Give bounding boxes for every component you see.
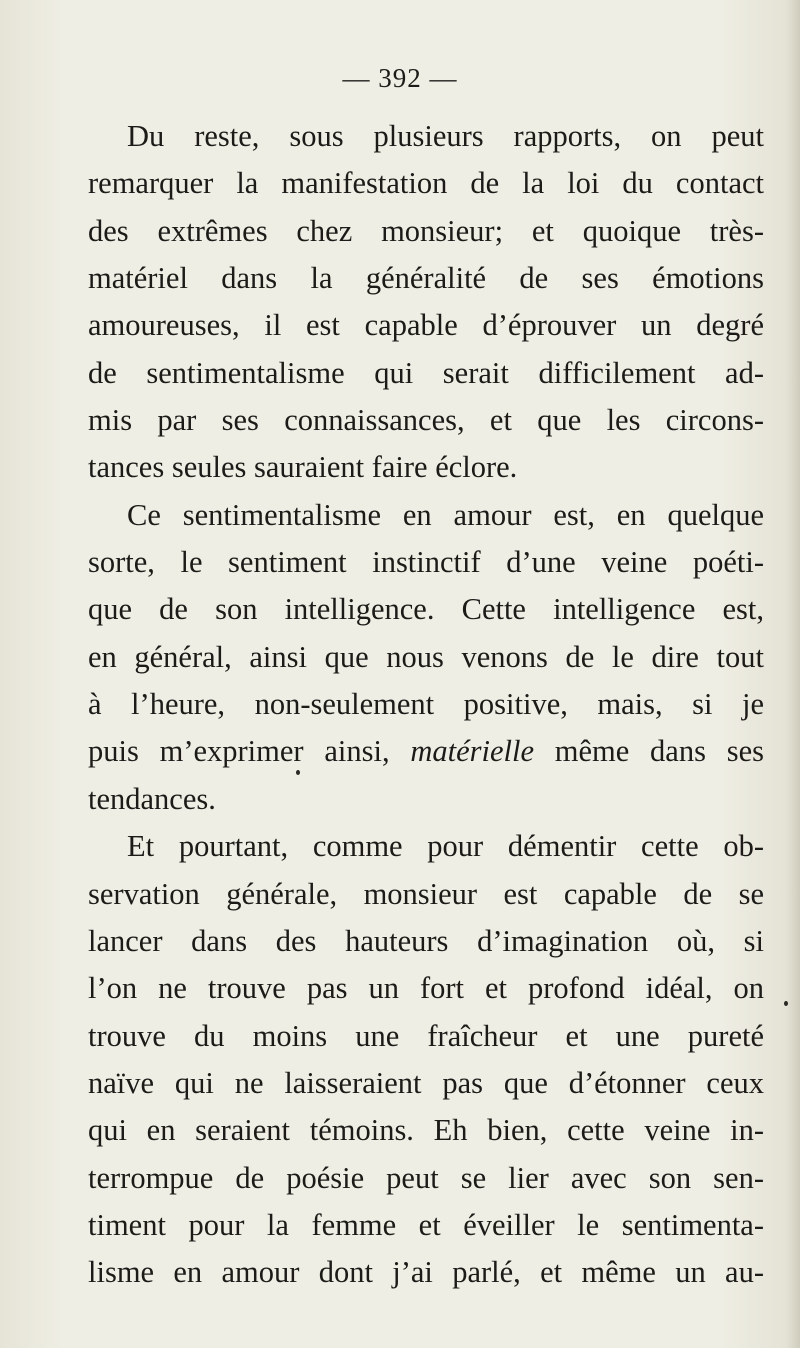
- text-line: Ce sentimentalisme en amour est, en quelque: [127, 497, 764, 532]
- text-line: lisme en amour dont j’ai parlé, et même un au-: [88, 1255, 764, 1290]
- text-line: mis par ses connaissances, et que les circons-: [88, 403, 764, 438]
- text-line: Du reste, sous plusieurs rapports, on peut: [127, 119, 764, 153]
- text-segment: même dans ses: [554, 734, 764, 769]
- text-segment: puis m’exprimer ainsi,: [88, 734, 390, 769]
- text-line: des extrêmes chez monsieur; et quoique très-: [88, 213, 764, 248]
- text-line: tances seules sauraient faire éclore.: [88, 450, 518, 485]
- ink-speck: [296, 770, 300, 775]
- text-line: matériel dans la généralité de ses émotions: [88, 261, 764, 296]
- text-line-with-italic: [88, 728, 764, 775]
- text-line: que de son intelligence. Cette intelligence est,: [88, 592, 764, 627]
- text-line: timent pour la femme et éveiller le sentimenta-: [88, 1207, 764, 1242]
- italic-word: matérielle: [410, 734, 534, 769]
- text-line: amoureuses, il est capable d’éprouver un degré: [88, 308, 764, 343]
- text-line: trouve du moins une fraîcheur et une pureté: [88, 1018, 764, 1053]
- text-line: en général, ainsi que nous venons de le dire tout: [88, 639, 764, 674]
- text-line: servation générale, monsieur est capable de se: [88, 876, 764, 911]
- text-line: tendances.: [88, 781, 216, 816]
- ink-speck: [784, 1001, 788, 1006]
- text-line: l’on ne trouve pas un fort et profond idéal, on: [88, 971, 764, 1006]
- page-edge-shadow: [786, 0, 800, 1348]
- text-line: qui en seraient témoins. Eh bien, cette veine in-: [88, 1113, 764, 1148]
- text-line: terrompue de poésie peut se lier avec son sen-: [88, 1160, 764, 1195]
- text-line: naïve qui ne laisseraient pas que d’étonner ceux: [88, 1065, 764, 1100]
- text-line: sorte, le sentiment instinctif d’une veine poéti-: [88, 545, 764, 580]
- text-line: lancer dans des hauteurs d’imagination où, si: [88, 923, 764, 958]
- text-line: de sentimentalisme qui serait difficilement ad-: [88, 355, 764, 390]
- text-line: remarquer la manifestation de la loi du contact: [88, 166, 764, 201]
- body-text: [88, 113, 764, 1297]
- text-line: à l’heure, non-seulement positive, mais, si je: [88, 687, 764, 722]
- text-line: Et pourtant, comme pour démentir cette ob-: [127, 829, 764, 864]
- page-number: — 392 —: [342, 63, 458, 93]
